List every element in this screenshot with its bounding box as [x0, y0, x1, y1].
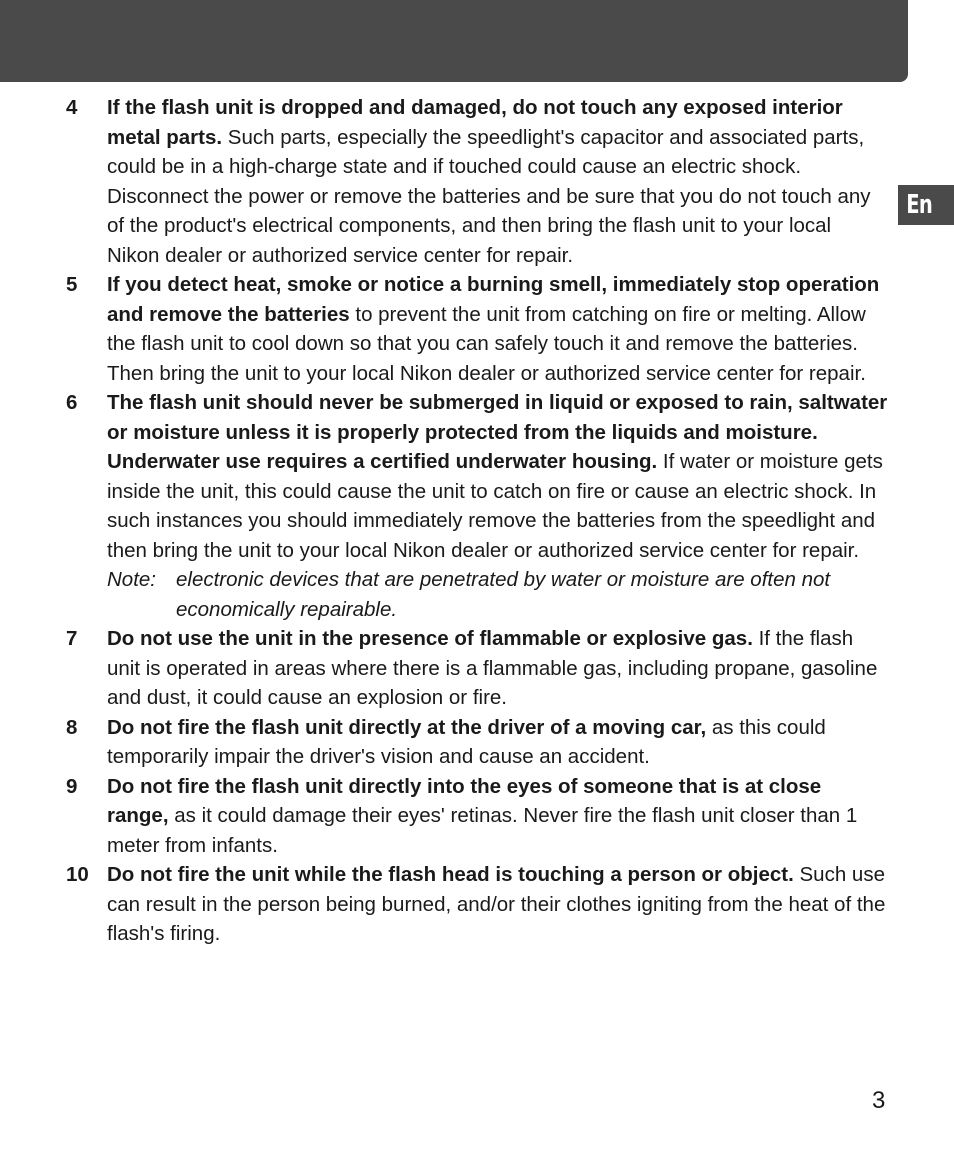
item-heading: Do not fire the flash unit directly into the eyes of someone that is at close range, — [107, 774, 822, 827]
item-heading: If you detect heat, smoke or notice a burning smell, immediately stop operation and remove the batteries — [107, 273, 880, 326]
item-number: 6 — [66, 391, 78, 414]
list-item — [66, 388, 888, 565]
item-body — [107, 388, 888, 565]
note-text: electronic devices that are penetrated by water or moisture are often not economically repairable. — [176, 568, 831, 621]
item-heading: The flash unit should never be submerged in liquid or exposed to rain, saltwater or moisture unless it is properly protected from the liquids and moisture. Underwater use requires a certified underwater housing. — [107, 391, 888, 473]
language-tab — [898, 185, 954, 225]
note — [107, 565, 888, 624]
item-heading: Do not use the unit in the presence of flammable or explosive gas. — [107, 627, 753, 650]
item-body — [107, 93, 888, 270]
item-number: 10 — [66, 863, 89, 886]
item-body — [107, 624, 888, 713]
item-body — [107, 772, 888, 861]
item-heading: Do not fire the flash unit directly at the driver of a moving car, — [107, 715, 707, 739]
item-body — [107, 860, 888, 949]
item-number: 4 — [66, 96, 78, 119]
list-item — [66, 772, 888, 861]
list-item — [66, 93, 888, 270]
item-number: 9 — [66, 774, 78, 798]
item-body — [107, 713, 888, 772]
item-number: 5 — [66, 273, 78, 296]
item-heading: If the flash unit is dropped and damaged, do not touch any exposed interior metal parts. — [107, 96, 843, 149]
list-item — [66, 713, 888, 772]
item-text: to prevent the unit from catching on fire or melting. Allow the flash unit to cool down so that you can safely touch it and remove the batteries. Then bring the unit to your local Nikon dealer or authorized service center for repair. — [107, 302, 866, 385]
item-text: Such use can result in the person being burned, and/or their clothes igniting from the heat of the flash's firing. — [107, 863, 886, 945]
item-number: 8 — [66, 715, 78, 739]
item-text: If the flash unit is operated in areas where there is a flammable gas, including propane, gasoline and dust, it could cause an explosion or fire. — [107, 627, 878, 709]
item-text: as it could damage their eyes' retinas. Never fire the flash unit closer than 1 meter from infants. — [107, 804, 858, 857]
safety-list — [66, 93, 888, 949]
note-label: Note: — [107, 568, 156, 591]
item-body — [107, 270, 888, 388]
page-number: 3 — [872, 1087, 886, 1114]
item-text: Such parts, especially the speedlight's capacitor and associated parts, could be in a high-charge state and if touched could cause an electric shock. Disconnect the power or remove the batteries and be sure that you do not touch any of the product's electrical components, and then bring the flash unit to your local Nikon dealer or authorized service center for repair. — [107, 125, 871, 267]
item-heading: Do not fire the unit while the flash head is touching a person or object. — [107, 863, 794, 886]
list-item — [66, 860, 888, 949]
item-number: 7 — [66, 627, 78, 650]
item-text: as this could temporarily impair the driver's vision and cause an accident. — [107, 715, 826, 768]
item-text: If water or moisture gets inside the unit, this could cause the unit to catch on fire or cause an electric shock. In such instances you should immediately remove the batteries from the speedlight and then bring the unit to your local Nikon dealer or authorized service center for repair. — [107, 450, 883, 562]
header-bar — [0, 0, 908, 82]
list-item — [66, 270, 888, 388]
language-tab-label: En — [906, 190, 932, 220]
list-item — [66, 624, 888, 713]
